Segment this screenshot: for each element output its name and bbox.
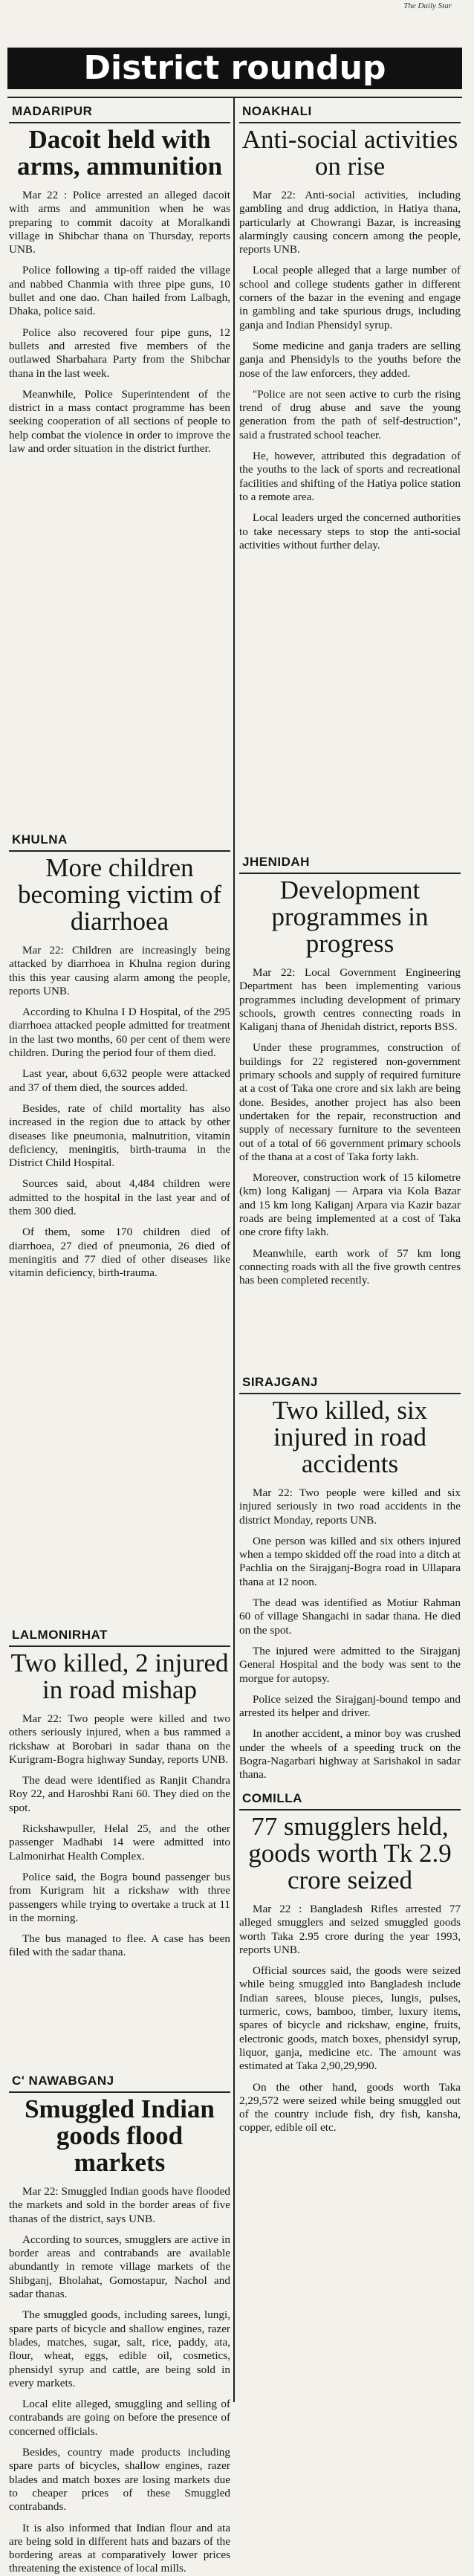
paragraph: Police said, the Bogra bound passenger bus from Kurigram hit a rickshaw with three passengers while trying to overtake a truck at 11 in the morning. [9, 1870, 230, 1924]
headline: Smuggled Indian goods flood markets [25, 2094, 215, 2177]
paragraph: Mar 22 : Bangladesh Rifles arrested 77 alleged smugglers and seized smuggled goods worth Taka 2.95 crore during the year 1993, reports UNB. [239, 1903, 461, 1956]
story-body [239, 189, 461, 552]
paragraph: The smuggled goods, including sarees, lungi, spare parts of bicycle and shallow engines, razer blades, matches, sugar, salt, rice, paddy, ata, flour, wheat, eggs, edible oil, cosmetics, phensidyl syrup and cattle, are being sold in every markets. [9, 2308, 230, 2389]
paragraph: He, however, attributed this degradation of the youths to the lack of sports and recreational facilities and shifting of the Hatiya police station to a remote area. [239, 450, 461, 503]
paragraph: Police also recovered four pipe guns, 12 bullets and arrested five members of the outlawed Sharbahara Party from the Shibchar thana in the last week. [9, 326, 230, 380]
paragraph: Police following a tip-off raided the village and nabbed Chanmia with three pipe guns, 10 bullet and one dao. Chan hailed from Lalbagh, Dhaka, police said. [9, 264, 230, 318]
paragraph: The dead was identified as Motiur Rahman 60 of village Shangachi in sadar thana. He died on the spot. [239, 1596, 461, 1637]
headline: Dacoit held with arms, ammunition [16, 125, 223, 181]
story-body [9, 1712, 230, 1960]
paragraph: Mar 22 : Police arrested an alleged dacoit with arms and ammunition when he was preparing to commit dacoity at Moralkandi village in Shibchar thana on Thursday, reports UNB. [9, 189, 230, 256]
dateline-locale: MADARIPUR [9, 104, 230, 123]
paragraph: In another accident, a minor boy was crushed under the wheels of a speeding truck on the Bogra-Nagarbari highway at Sarishakol in sadar thana. [239, 1727, 461, 1781]
story-body [9, 2185, 230, 2576]
paragraph: Official sources said, the goods were seized while being smuggled into Bangladesh include Indian sarees, blouse pieces, lungis, pulses, turmeric, cows, bamboo, timber, luxury items, spares of bicycle and rickshaw, engine, fruits, electronic goods, match boxes, phensidyl syrup, liquor, ganja, medicine etc. The amount was estimated at Taka 2,90,29,990. [239, 1964, 461, 2073]
paragraph: Mar 22: Local Government Engineering Department has been implementing various programmes including development of primary schools, growth centres connecting roads in Kaliganj thana of Jhenidah district, reports BSS. [239, 966, 461, 1034]
section-banner: District roundup [7, 48, 462, 89]
story-jhenidah [239, 855, 461, 1375]
story-body [9, 944, 230, 1281]
paragraph: It is also informed that Indian flour and ata are being sold in different hats and bazars of the bordering areas at comparatively lower prices threatening the existence of local mills. [9, 2521, 230, 2575]
paragraph: Local people alleged that a large number of school and college students gather in different corners of the bazar in the evening and engage in gambling and take spurious drugs, including ganja and Indian Phensidyl syrup. [239, 264, 461, 331]
paragraph: Mar 22: Two people were killed and two others seriously injured, when a bus rammed a rickshaw at Borobari in sadar thana on the Kurigram-Bogra highway Sunday, reports UNB. [9, 1712, 230, 1766]
column-divider [233, 98, 235, 2402]
paragraph: Rickshawpuller, Helal 25, and the other passenger Madhabi 14 were admitted into Lalmonirhat Health Complex. [9, 1822, 230, 1863]
paragraph: Moreover, construction work of 15 kilometre (km) long Kaliganj — Arpara via Kola Bazar and 15 km long Kaliganj Arpara via Kazir bazar roads are being implemented at a cost of Taka one crore fifty lakh. [239, 1171, 461, 1239]
paragraph: Mar 22: Two people were killed and six injured seriously in two road accidents in the district Monday, reports UNB. [239, 1486, 461, 1527]
dateline-locale: NOAKHALI [239, 104, 461, 123]
paragraph: Meanwhile, Police Superintendent of the district in a mass contact programme has been seeking cooperation of all sections of people to help combat the violence in order to improve the law and order situation in the district further. [9, 387, 230, 456]
headline: Anti-social activities on rise [241, 125, 458, 181]
dateline-locale: JHENIDAH [239, 855, 461, 874]
headline: Development programmes in progress [271, 876, 429, 958]
story-khulna [9, 832, 230, 1628]
paragraph: Besides, rate of child mortality has also increased in the region due to attack by other diseases like pneumonia, malnutrition, vitamin deficiency, meningitis, birth-trauma in the District Child Hospital. [9, 1101, 230, 1170]
paragraph: Local leaders urged the concerned authorities to take necessary steps to stop the anti-social activities without further delay. [239, 511, 461, 551]
paragraph: According to Khulna I D Hospital, of the 295 diarrhoea attacked people admitted for treatment in the last two months, 60 per cent of them were children. During the period four of them died. [9, 1006, 230, 1060]
masthead: The Daily Star [403, 1, 452, 10]
paragraph: On the other hand, goods worth Taka 2,29,572 were seized while being smuggled out of the country include fish, dry fish, kansha, copper, edible oil etc. [239, 2080, 461, 2135]
headline: Two killed, six injured in road accidents [272, 1396, 428, 1478]
right-column [239, 104, 461, 2534]
headline: Two killed, 2 injured in road mishap [10, 1648, 229, 1704]
dateline-locale: SIRAJGANJ [239, 1375, 461, 1394]
paragraph: According to sources, smugglers are active in border areas and contrabands are available abundantly in remote village markets of the Shibganj, Bholahat, Gomostapur, Nachol and sadar thanas. [9, 2233, 230, 2301]
story-sirajganj [239, 1375, 461, 1791]
headline: More children becoming victim of diarrhoea [17, 853, 222, 936]
dateline-locale: LALMONIRHAT [9, 1628, 230, 1647]
story-madaripur [9, 104, 230, 832]
story-body [239, 1903, 461, 2135]
story-noakhali [239, 104, 461, 855]
story-comilla [239, 1791, 461, 2534]
paragraph: Mar 22: Anti-social activities, including gambling and drug addiction, in Hatiya thana, particularly at Chowrangi Bazar, is increasing alarmingly causing concern among the people, reports UNB. [239, 189, 461, 256]
paragraph: The bus managed to flee. A case has been filed with the sadar thana. [9, 1932, 230, 1959]
paragraph: Mar 22: Smuggled Indian goods have flooded the markets and sold in the border areas of five thanas of the district, says UNB. [9, 2185, 230, 2225]
paragraph: "Police are not seen active to curb the rising trend of drug abuse and save the young generation from the path of self-destruction", said a frustrated school teacher. [239, 387, 461, 441]
paragraph: Last year, about 6,632 people were attacked and 37 of them died, the sources added. [9, 1067, 230, 1094]
paragraph: Of them, some 170 children died of diarrhoea, 27 died of pneumonia, 26 died of meningitis and 77 died of other diseases like vitamin deficiency, birth-trauma. [9, 1226, 230, 1280]
dateline-locale: KHULNA [9, 832, 230, 852]
paragraph: Local elite alleged, smuggling and selling of contrabands are going on before the presence of concerned officials. [9, 2398, 230, 2438]
dateline-locale: COMILLA [239, 1791, 461, 1810]
story-c-nawabganj [9, 2074, 230, 2575]
dateline-locale: C' NAWABGANJ [9, 2074, 230, 2093]
paragraph: Under these programmes, construction of buildings for 22 registered non-government primary schools and supply of required furniture at a cost of Taka one crore and six lakh are being done. Besides, another project has also been undertaken for the repair, reconstruction and supply of necessary furniture to the seventeen out of a total of 66 government primary schools of the thana at a cost of Taka forty lakh. [239, 1041, 461, 1163]
paragraph: Police seized the Sirajganj-bound tempo and arrested its helper and driver. [239, 1692, 461, 1720]
headline: 77 smugglers held, goods worth Tk 2.9 crore seized [248, 1812, 452, 1894]
story-body [239, 966, 461, 1288]
paragraph: Meanwhile, earth work of 57 km long connecting roads with all the five growth centres has been completed recently. [239, 1246, 461, 1287]
story-lalmonirhat [9, 1628, 230, 2074]
paragraph: Some medicine and ganja traders are selling ganja and Phensidyls to the youths before the nose of the law enforcers, they added. [239, 339, 461, 380]
paragraph: Besides, country made products including spare parts of bicycles, shallow engines, razer blades and match boxes are losing markets due to cheaper prices of these Smuggled contrabands. [9, 2446, 230, 2514]
top-rule [7, 97, 462, 98]
paragraph: Mar 22: Children are increasingly being attacked by diarrhoea in Khulna region during this this year causing alarm among the people, reports UNB. [9, 944, 230, 997]
paragraph: One person was killed and six others injured when a tempo skidded off the road into a ditch at Pachlia on the Sirajganj-Bogra road in Ullapara thana at 12 noon. [239, 1534, 461, 1588]
paragraph: The injured were admitted to the Sirajganj General Hospital and the body was sent to the morgue for autopsy. [239, 1644, 461, 1685]
story-body [239, 1486, 461, 1782]
left-column [9, 104, 230, 2575]
paragraph: The dead were identified as Ranjit Chandra Roy 22, and Haroshbi Rani 60. They died on the spot. [9, 1774, 230, 1814]
story-body [9, 189, 230, 456]
paragraph: Sources said, about 4,484 children were admitted to the hospital in the last year and of them 300 died. [9, 1177, 230, 1218]
